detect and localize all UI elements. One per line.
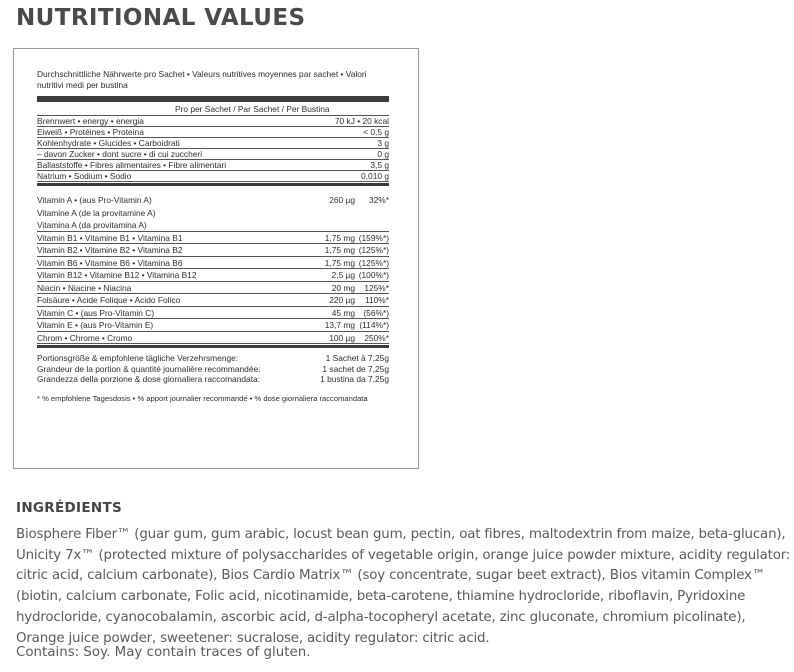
vitamin-row	[37, 257, 389, 270]
vitamin-label: Vitamin C • (aus Pro-Vitamin C)	[37, 307, 155, 318]
vitamin-subrow	[37, 219, 389, 232]
macro-rows	[37, 116, 389, 182]
macro-row	[37, 171, 389, 182]
vitamin-row	[37, 244, 389, 257]
vitamin-percent: (125%*)	[358, 257, 389, 268]
table-footnote: * % empfohlene Tagesdosis • % apport journalier recommandé • % dose giornaliera raccomandata	[37, 393, 368, 403]
vitamin-label: Vitamin B1 • Vitamine B1 • Vitamina B1	[37, 232, 183, 243]
vitamin-percent: 32%*	[368, 195, 389, 205]
vitamin-percent: 125%*	[364, 282, 389, 293]
macro-label: Natrium • Sodium • Sodio	[37, 171, 132, 181]
section-divider	[37, 345, 389, 348]
vitamin-amount: 100 µg	[329, 332, 355, 343]
vitamin-percent: 110%*	[364, 295, 389, 305]
macro-label: Brennwert • energy • energia	[37, 116, 144, 126]
vitamin-amount: 45 mg	[331, 307, 355, 318]
serving-row	[37, 353, 389, 364]
macro-value: 0,010 g	[361, 171, 389, 181]
table-intro: Durchschnittliche Nährwerte pro Sachet • Valeurs nutritives moyennes par sachet • Valori nutritivi medi per bustina	[37, 69, 367, 90]
vitamin-label: Vitamin A • (aus Pro-Vitamin A)	[37, 195, 152, 205]
vitamin-label: Vitamin B12 • Vitamine B12 • Vitamina B12	[37, 270, 197, 280]
vitamin-percent: 250%*	[364, 332, 389, 343]
macro-value: 3 g	[377, 138, 389, 148]
macro-row	[37, 160, 389, 171]
vitamin-percent: (125%*)	[358, 245, 389, 255]
vitamin-amount: 13,7 mg	[324, 320, 355, 330]
page-title: NUTRITIONAL VALUES	[16, 5, 306, 31]
allergen-statement: Contains: Soy. May contain traces of gluten.	[16, 645, 311, 660]
nutrition-table-panel	[13, 48, 419, 469]
vitamin-rows	[37, 232, 389, 345]
macro-row	[37, 127, 389, 138]
vitamin-amount: 220 µg	[329, 295, 355, 305]
vitamin-percent: (100%*)	[358, 270, 389, 280]
vitamin-row	[37, 232, 389, 245]
vitamin-row	[37, 194, 389, 207]
vitamin-row	[37, 307, 389, 320]
vitamin-row	[37, 294, 389, 307]
macro-label: Ballaststoffe • Fibres alimentaires • Fibre alimentari	[37, 160, 227, 170]
macro-row	[37, 116, 389, 127]
serving-label: Grandeur de la portion & quantité journalière recommandée:	[37, 363, 261, 374]
ingredients-text: Biosphere Fiber™ (guar gum, gum arabic, locust bean gum, pectin, oat fibres, maltodextrin from maize, beta-glucan), Unicity 7x™ (protected mixture of polysaccharides of vegetable origin, orange juice powder mixture, acidity regulator: citric acid, calcium carbonate), Bios Cardio Matrix™ (soy concentrate, sugar beet extract), Bios vitamin Complex™ (biotin, calcium carbonate, Folic acid, nicotinamide, beta-carotene, thiamine hydrocloride, riboflavin, Pyridoxine hydrocloride, cyanocobalamin, ascorbic acid, d-alpha-tocopheryl acetate, zinc gluconate, chromium picolinate), Orange juice powder, sweetener: sucralose, acidity regulator: citric acid.	[16, 527, 791, 646]
column-header: Pro per Sachet / Par Sachet / Per Bustina	[175, 104, 330, 114]
vitamin-label: Folsäure • Acide Folique • Acido Folico	[37, 295, 181, 305]
serving-label: Portionsgröße & empfohlene tägliche Verzehrsmenge:	[37, 353, 239, 363]
vitamin-label: Vitamin B2 • Vitamine B2 • Vitamina B2	[37, 245, 183, 255]
vitamin-sub-label: Vitamina A (da provitamina A)	[37, 220, 147, 230]
serving-rows	[37, 353, 389, 385]
macro-value: 70 kJ • 20 kcal	[334, 116, 389, 126]
vitamin-amount: 1,75 mg	[324, 232, 355, 243]
vitamin-row	[37, 282, 389, 295]
serving-row	[37, 364, 389, 375]
vitamin-amount: 1,75 mg	[324, 257, 355, 268]
vitamin-percent: (56%*)	[363, 307, 389, 318]
vitamin-subrow	[37, 207, 389, 220]
macro-value: 3,5 g	[370, 160, 389, 170]
macro-value: < 0,5 g	[363, 127, 389, 137]
vitamin-label: Vitamin B6 • Vitamine B6 • Vitamina B6	[37, 257, 183, 268]
macro-label: – davon Zucker • dont sucre • di cui zuccheri	[37, 149, 203, 159]
vitamin-percent: (114%*)	[359, 320, 389, 330]
column-header-row	[37, 102, 389, 116]
serving-label: Grandezza della porzione & dose giornaliera raccomandata:	[37, 374, 261, 384]
macro-label: Kohlenhydrate • Glucides • Carboidrati	[37, 138, 180, 148]
serving-value: 1 bustina da 7,25g	[320, 374, 389, 384]
vitamin-sub-label: Vitamine A (de la provitamine A)	[37, 207, 156, 218]
vitamin-amount: 2,5 µg	[331, 270, 355, 280]
vitamin-row	[37, 319, 389, 332]
vitamin-amount: 260 µg	[329, 195, 355, 205]
macro-row	[37, 138, 389, 149]
vitamin-amount: 1,75 mg	[324, 245, 355, 255]
macro-value: 0 g	[377, 149, 389, 159]
vitamin-label: Niacin • Niacine • Niacina	[37, 282, 132, 293]
vitamin-percent: (159%*)	[358, 232, 389, 243]
serving-row	[37, 374, 389, 385]
vitamin-label: Chrom • Chrome • Cromo	[37, 332, 133, 343]
vitamin-amount: 20 mg	[331, 282, 355, 293]
macro-row	[37, 149, 389, 160]
serving-value: 1 sachet de 7,25g	[322, 363, 389, 374]
nutrition-table	[37, 69, 389, 403]
vitamin-row	[37, 332, 389, 345]
vitamin-label: Vitamin E • (aus Pro-Vitamin E)	[37, 320, 154, 330]
macro-label: Eiweiß • Protéines • Proteina	[37, 127, 144, 137]
vitamin-row	[37, 269, 389, 282]
ingredients-title: INGRÉDIENTS	[16, 500, 123, 516]
serving-value: 1 Sachet à 7,25g	[325, 353, 389, 363]
